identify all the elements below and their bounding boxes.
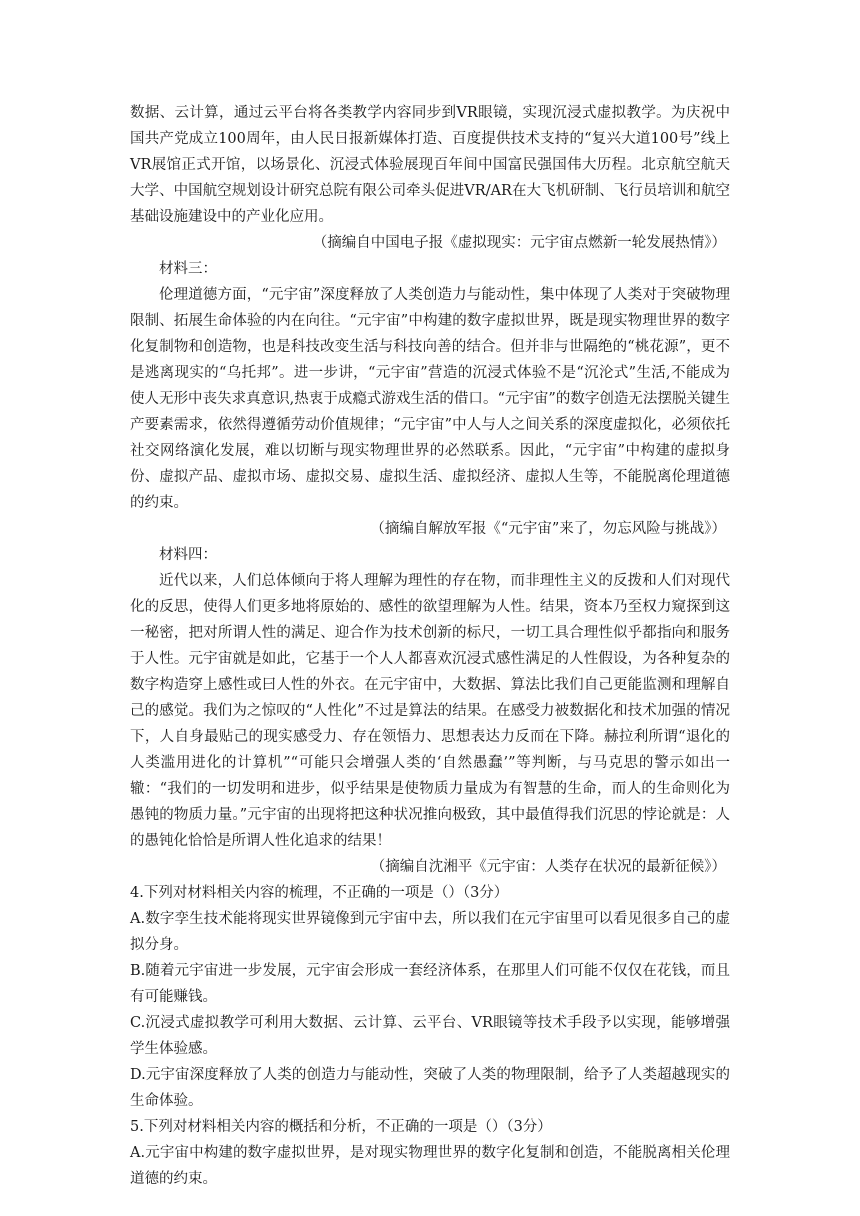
material-3-text: 伦理道德方面，“元宇宙”深度释放了人类创造力与能动性，集中体现了人类对于突破物理限制、拓展生命体验的内在向往。“元宇宙”中构建的数字虚拟世界，既是现实物理世界的数字化复制物和创造物，也是科技改变生活与科技向善的结合。但并非与世隔绝的“桃花源”，更不是逃离现实的“乌托邦”。进一步讲，“元宇宙”营造的沉浸式体验不是“沉沦式”生活,不能成为使人无形中丧失求真意识,热衷于成瘾式游戏生活的借口。“元宇宙”的数字创造无法摆脱关键生产要素需求，依然得遵循劳动价值规律；“元宇宙”中人与人之间关系的深度虚拟化，必须依托社交网络演化发展，难以切断与现实物理世界的必然联系。因此，“元宇宙”中构建的虚拟身份、虚拟产品、虚拟市场、虚拟交易、虚拟生活、虚拟经济、虚拟人生等，不能脱离伦理道德的约束。 bbox=[130, 287, 730, 511]
question-4-option-b: B.随着元宇宙进一步发展，元宇宙会形成一套经济体系，在那里人们可能不仅仅在花钱，而且有可能赚钱。 bbox=[130, 963, 730, 1005]
document-page bbox=[130, 100, 730, 1192]
intro-paragraph: 数据、云计算，通过云平台将各类教学内容同步到VR眼镜，实现沉浸式虚拟教学。为庆祝中国共产党成立100周年，由人民日报新媒体打造、百度提供技术支持的“复兴大道100号”线上VR展馆正式开馆，以场景化、沉浸式体验展现百年间中国富民强国伟大历程。北京航空航天大学、中国航空规划设计研究总院有限公司牵头促进VR/AR在大飞机研制、飞行员培训和航空基础设施建设中的产业化应用。 bbox=[130, 105, 730, 225]
question-5-option-a: A.元宇宙中构建的数字虚拟世界，是对现实物理世界的数字化复制和创造，不能脱离相关伦理道德的约束。 bbox=[130, 1145, 730, 1187]
source-citation-4: （摘编自沈湘平《元宇宙：人类存在状况的最新征候》） bbox=[370, 859, 726, 875]
source-citation-3: （摘编自解放军报《“元宇宙”来了，勿忘风险与挑战》） bbox=[370, 521, 726, 537]
question-4-stem: 4.下列对材料相关内容的梳理，不正确的一项是（）（3分） bbox=[130, 885, 509, 901]
question-5-stem: 5.下列对材料相关内容的概括和分析，不正确的一项是（）（3分） bbox=[130, 1119, 552, 1135]
material-4-text: 近代以来，人们总体倾向于将人理解为理性的存在物，而非理性主义的反拨和人们对现代化的反思，使得人们更多地将原始的、感性的欲望理解为人性。结果，资本乃至权力窥探到这一秘密，把对所谓人性的满足、迎合作为技术创新的标尺，一切工具合理性似乎都指向和服务于人性。元宇宙就是如此，它基于一个人人都喜欢沉浸式感性满足的人性假设，为各种复杂的数字构造穿上感性或曰人性的外衣。在元宇宙中，大数据、算法比我们自己更能监测和理解自己的感觉。我们为之惊叹的“人性化”不过是算法的结果。在感受力被数据化和技术加强的情况下，人自身最贴己的现实感受力、存在领悟力、思想表达力反而在下降。赫拉利所谓“退化的人类滥用进化的计算机”“可能只会增强人类的‘自然愚蠢’”等判断，与马克思的警示如出一辙：“我们的一切发明和进步，似乎结果是使物质力量成为有智慧的生命，而人的生命则化为愚钝的物质力量。”元宇宙的出现将把这种状况推向极致，其中最值得我们沉思的悖论就是：人的愚钝化恰恰是所谓人性化追求的结果！ bbox=[130, 573, 730, 849]
material-3-label: 材料三： bbox=[159, 261, 217, 277]
source-citation-2: （摘编自中国电子报《虚拟现实：元宇宙点燃新一轮发展热情》） bbox=[312, 235, 726, 251]
material-4-label: 材料四： bbox=[159, 547, 217, 563]
question-4-option-a: A.数字孪生技术能将现实世界镜像到元宇宙中去，所以我们在元宇宙里可以看见很多自己的虚拟分身。 bbox=[130, 911, 730, 953]
question-4-option-c: C.沉浸式虚拟教学可利用大数据、云计算、云平台、VR眼镜等技术手段予以实现，能够增强学生体验感。 bbox=[130, 1015, 730, 1057]
question-4-option-d: D.元宇宙深度释放了人类的创造力与能动性，突破了人类的物理限制，给予了人类超越现实的生命体验。 bbox=[130, 1067, 730, 1109]
